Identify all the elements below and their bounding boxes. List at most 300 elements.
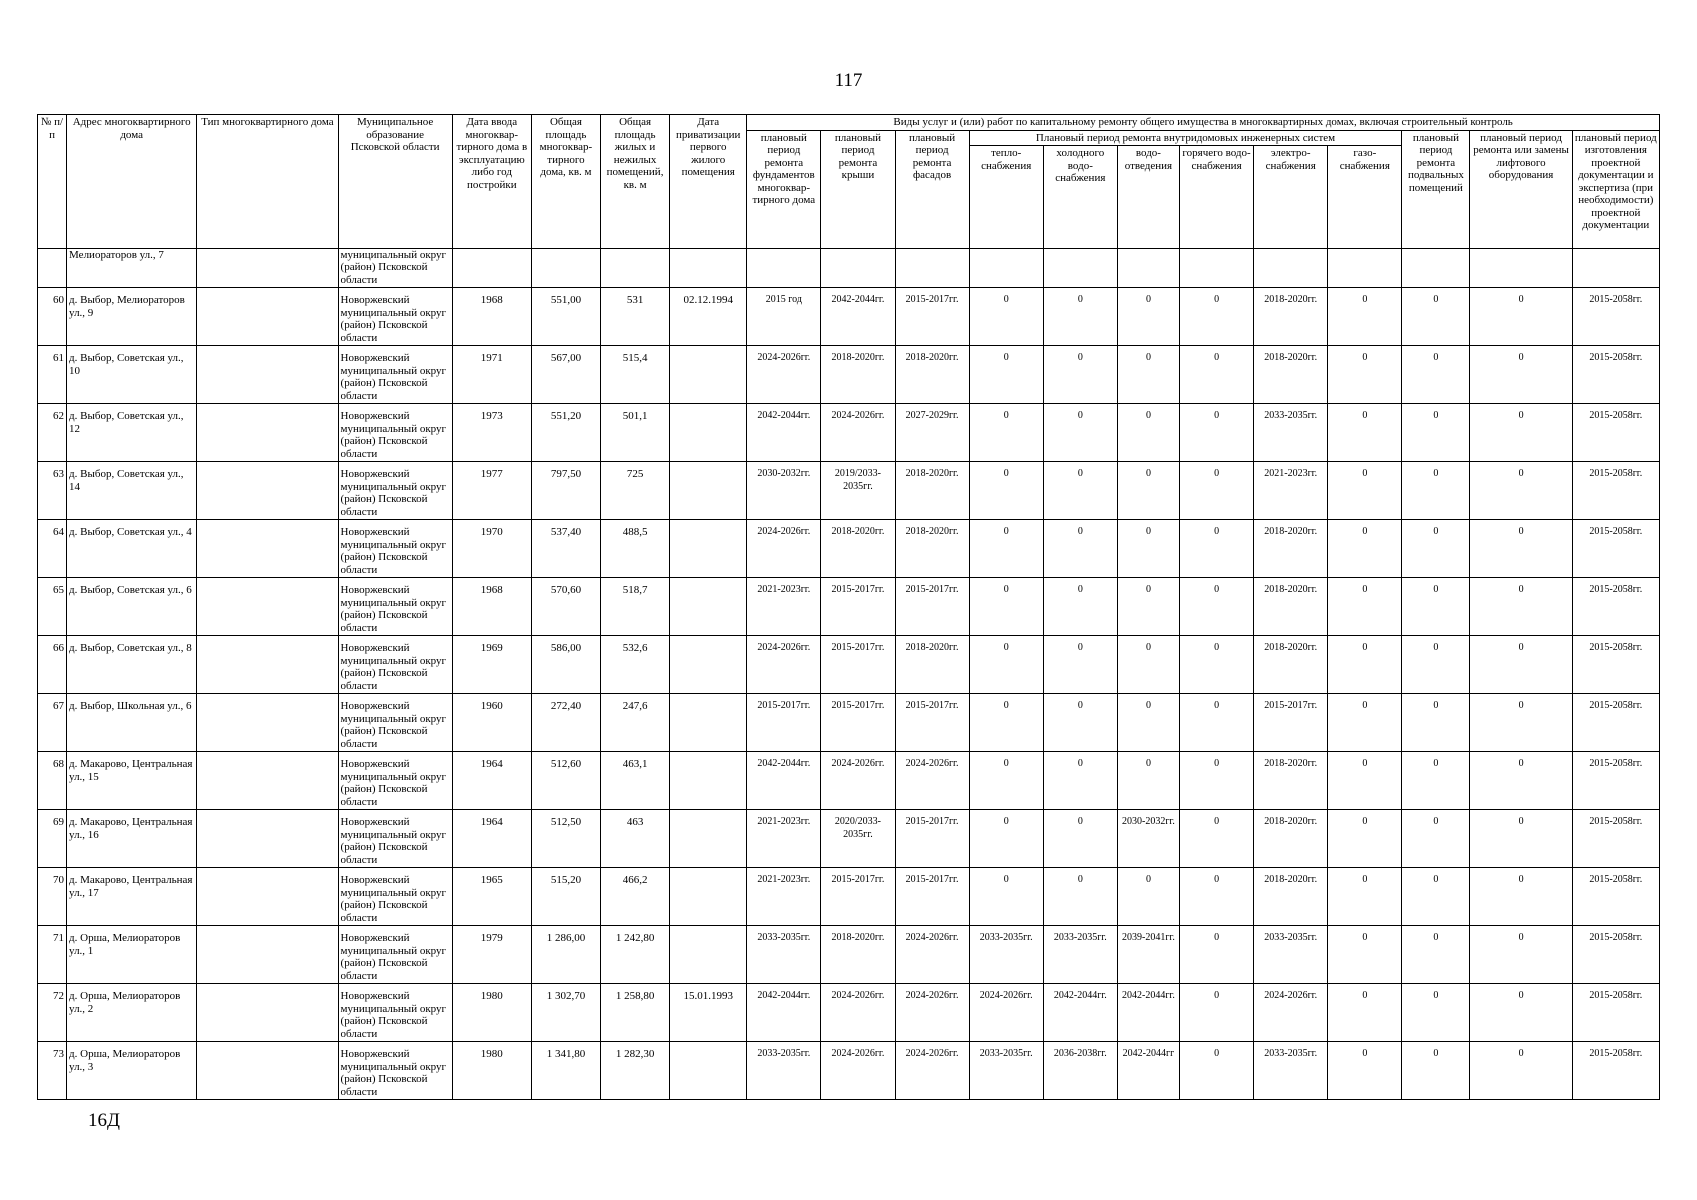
cell-basement: 0: [1402, 288, 1470, 346]
cell-basement: 0: [1402, 404, 1470, 462]
cell-year: 1980: [452, 1042, 531, 1100]
cell-foundation: 2021-2023гг.: [747, 868, 821, 926]
cell-sewerage: 2042-2044гг.: [1117, 984, 1179, 1042]
cell-heating: 0: [969, 404, 1043, 462]
cell-cold-water: 0: [1043, 520, 1117, 578]
cell-hot-water: 0: [1180, 694, 1254, 752]
cell-gas: 0: [1328, 1042, 1402, 1100]
cell-cold-water: 2042-2044гг.: [1043, 984, 1117, 1042]
cell-privatization-date: [670, 810, 747, 868]
cell-electricity: 2018-2020гг.: [1254, 520, 1328, 578]
cell-basement: 0: [1402, 636, 1470, 694]
cell-living-area: 725: [601, 462, 670, 520]
cell-living-area: 532,6: [601, 636, 670, 694]
col-header-hot-water: горячего водо-снабжения: [1180, 146, 1254, 249]
cell-basement: 0: [1402, 868, 1470, 926]
cell-elevator: 0: [1470, 288, 1572, 346]
cell-elevator: 0: [1470, 694, 1572, 752]
cell-address: Мелиораторов ул., 7: [67, 248, 197, 288]
cell-design-docs: 2015-2058гг.: [1572, 578, 1659, 636]
cell-type: [197, 288, 338, 346]
cell-sewerage: 2042-2044гг: [1117, 1042, 1179, 1100]
cell-total-area: 512,60: [531, 752, 600, 810]
table-row: [38, 520, 1660, 578]
cell-electricity: 2015-2017гг.: [1254, 694, 1328, 752]
cell-type: [197, 984, 338, 1042]
cell-basement: 0: [1402, 1042, 1470, 1100]
cell-privatization-date: [670, 346, 747, 404]
cell-privatization-date: [670, 752, 747, 810]
col-header-sewerage: водо-отведения: [1117, 146, 1179, 249]
cell-roof: 2018-2020гг.: [821, 346, 895, 404]
cell-electricity: 2018-2020гг.: [1254, 288, 1328, 346]
cell-hot-water: 0: [1180, 288, 1254, 346]
cell-heating: 0: [969, 636, 1043, 694]
cell-foundation: 2021-2023гг.: [747, 578, 821, 636]
cell-electricity: 2021-2023гг.: [1254, 462, 1328, 520]
cell-gas: 0: [1328, 810, 1402, 868]
cell-address: д. Выбор, Советская ул., 14: [67, 462, 197, 520]
table-row: [38, 926, 1660, 984]
cell-foundation: 2042-2044гг.: [747, 984, 821, 1042]
cell-year: 1970: [452, 520, 531, 578]
cell-foundation: 2042-2044гг.: [747, 752, 821, 810]
col-header-foundation: плановый период ремонта фундаментов многоквар-тирного дома: [747, 130, 821, 248]
cell-year: 1964: [452, 752, 531, 810]
col-header-design-docs: плановый период изготовления проектной документации и экспертиза (при необходимости) проектной документации: [1572, 130, 1659, 248]
cell-privatization-date: [670, 926, 747, 984]
cell-roof: 2042-2044гг.: [821, 288, 895, 346]
cell-total-area: 272,40: [531, 694, 600, 752]
cell-address: д. Макарово, Центральная ул., 16: [67, 810, 197, 868]
footer-code: 16Д: [88, 1110, 120, 1131]
cell-address: д. Выбор, Советская ул., 4: [67, 520, 197, 578]
cell-gas: 0: [1328, 636, 1402, 694]
cell-design-docs: 2015-2058гг.: [1572, 1042, 1659, 1100]
table-row: [38, 1042, 1660, 1100]
cell-foundation: 2033-2035гг.: [747, 1042, 821, 1100]
cell-design-docs: 2015-2058гг.: [1572, 752, 1659, 810]
cell-year: 1971: [452, 346, 531, 404]
cell-roof: 2024-2026гг.: [821, 404, 895, 462]
cell-electricity: 2033-2035гг.: [1254, 404, 1328, 462]
col-header-elevator: плановый период ремонта или замены лифтового оборудования: [1470, 130, 1572, 248]
cell-municipality: Новоржевский муниципальный округ (район) Псковской области: [338, 984, 452, 1042]
works-group-header: Виды услуг и (или) работ по капитальному ремонту общего имущества в многоквартирных домах, включая строительный контроль: [747, 115, 1660, 131]
cell-living-area: 1 258,80: [601, 984, 670, 1042]
cell-municipality: Новоржевский муниципальный округ (район) Псковской области: [338, 752, 452, 810]
cell-basement: 0: [1402, 926, 1470, 984]
cell-heating: 0: [969, 288, 1043, 346]
cell-sewerage: 0: [1117, 636, 1179, 694]
cell-elevator: 0: [1470, 984, 1572, 1042]
col-header-privatization-date: Дата приватизации первого жилого помещения: [670, 115, 747, 249]
engineering-group-header: Плановый период ремонта внутридомовых инженерных систем: [969, 130, 1402, 146]
cell-elevator: 0: [1470, 752, 1572, 810]
cell-electricity: 2024-2026гг.: [1254, 984, 1328, 1042]
cell-year: 1973: [452, 404, 531, 462]
cell-heating: 0: [969, 752, 1043, 810]
col-header-facade: плановый период ремонта фасадов: [895, 130, 969, 248]
cell-privatization-date: [670, 1042, 747, 1100]
cell-gas: 0: [1328, 346, 1402, 404]
table-row: [38, 462, 1660, 520]
cell-year: 1965: [452, 868, 531, 926]
cell-privatization-date: [670, 636, 747, 694]
cell-total-area: 515,20: [531, 868, 600, 926]
cell-no: 61: [38, 346, 67, 404]
cell-elevator: 0: [1470, 404, 1572, 462]
cell-sewerage: 0: [1117, 404, 1179, 462]
cell-foundation: 2024-2026гг.: [747, 636, 821, 694]
cell-design-docs: 2015-2058гг.: [1572, 636, 1659, 694]
cell-hot-water: 0: [1180, 578, 1254, 636]
cell-living-area: 463: [601, 810, 670, 868]
cell-municipality: Новоржевский муниципальный округ (район) Псковской области: [338, 694, 452, 752]
cell-facade: 2015-2017гг.: [895, 694, 969, 752]
cell-elevator: 0: [1470, 346, 1572, 404]
cell-electricity: 2018-2020гг.: [1254, 636, 1328, 694]
cell-municipality: Новоржевский муниципальный округ (район) Псковской области: [338, 462, 452, 520]
cell-elevator: 0: [1470, 520, 1572, 578]
cell-facade: 2024-2026гг.: [895, 1042, 969, 1100]
cell-basement: 0: [1402, 462, 1470, 520]
cell-privatization-date: 02.12.1994: [670, 288, 747, 346]
cell-heating: 0: [969, 868, 1043, 926]
cell-year: 1968: [452, 288, 531, 346]
cell-roof: 2018-2020гг.: [821, 520, 895, 578]
cell-facade: 2018-2020гг.: [895, 462, 969, 520]
cell-total-area: 1 302,70: [531, 984, 600, 1042]
cell-hot-water: 0: [1180, 868, 1254, 926]
cell-roof: 2015-2017гг.: [821, 578, 895, 636]
table-header: [38, 115, 1660, 249]
cell-type: [197, 346, 338, 404]
cell-year: 1977: [452, 462, 531, 520]
cell-total-area: 586,00: [531, 636, 600, 694]
cell-heating: 0: [969, 520, 1043, 578]
cell-electricity: 2033-2035гг.: [1254, 926, 1328, 984]
cell-design-docs: 2015-2058гг.: [1572, 868, 1659, 926]
cell-hot-water: 0: [1180, 752, 1254, 810]
table-body: [38, 248, 1660, 1100]
cell-heating: 0: [969, 810, 1043, 868]
cell-facade: 2018-2020гг.: [895, 346, 969, 404]
cell-design-docs: 2015-2058гг.: [1572, 346, 1659, 404]
cell-elevator: 0: [1470, 462, 1572, 520]
table-row: [38, 578, 1660, 636]
cell-year: 1979: [452, 926, 531, 984]
cell-facade: 2018-2020гг.: [895, 520, 969, 578]
cell-basement: 0: [1402, 810, 1470, 868]
cell-basement: 0: [1402, 578, 1470, 636]
cell-gas: 0: [1328, 868, 1402, 926]
cell-year: 1969: [452, 636, 531, 694]
cell-address: д. Макарово, Центральная ул., 17: [67, 868, 197, 926]
cell-design-docs: 2015-2058гг.: [1572, 984, 1659, 1042]
cell-electricity: 2018-2020гг.: [1254, 578, 1328, 636]
table-row: [38, 868, 1660, 926]
cell-sewerage: 0: [1117, 578, 1179, 636]
cell-sewerage: 0: [1117, 288, 1179, 346]
cell-gas: 0: [1328, 520, 1402, 578]
cell-cold-water: 0: [1043, 404, 1117, 462]
cell-address: д. Орша, Мелиораторов ул., 3: [67, 1042, 197, 1100]
cell-gas: 0: [1328, 462, 1402, 520]
cell-elevator: 0: [1470, 578, 1572, 636]
cell-basement: 0: [1402, 752, 1470, 810]
cell-electricity: 2018-2020гг.: [1254, 346, 1328, 404]
cell-heating: 0: [969, 346, 1043, 404]
col-header-total-area: Общая площадь многоквар-тирного дома, кв. м: [531, 115, 600, 249]
cell-elevator: 0: [1470, 1042, 1572, 1100]
cell-elevator: 0: [1470, 810, 1572, 868]
cell-heating: 2024-2026гг.: [969, 984, 1043, 1042]
cell-foundation: 2024-2026гг.: [747, 346, 821, 404]
cell-year: 1980: [452, 984, 531, 1042]
cell-roof: 2020/2033-2035гг.: [821, 810, 895, 868]
cell-address: д. Выбор, Мелиораторов ул., 9: [67, 288, 197, 346]
table-row: [38, 404, 1660, 462]
cell-living-area: 247,6: [601, 694, 670, 752]
cell-gas: 0: [1328, 926, 1402, 984]
cell-facade: 2024-2026гг.: [895, 984, 969, 1042]
cell-type: [197, 636, 338, 694]
cell-cold-water: 0: [1043, 694, 1117, 752]
cell-sewerage: 0: [1117, 752, 1179, 810]
cell-type: [197, 520, 338, 578]
cell-year: 1968: [452, 578, 531, 636]
table-row: [38, 346, 1660, 404]
cell-cold-water: 0: [1043, 752, 1117, 810]
cell-electricity: 2018-2020гг.: [1254, 868, 1328, 926]
cell-cold-water: 0: [1043, 636, 1117, 694]
cell-type: [197, 868, 338, 926]
cell-gas: 0: [1328, 694, 1402, 752]
cell-living-area: 518,7: [601, 578, 670, 636]
cell-foundation: 2024-2026гг.: [747, 520, 821, 578]
cell-total-area: 512,50: [531, 810, 600, 868]
cell-total-area: 551,20: [531, 404, 600, 462]
cell-sewerage: 0: [1117, 868, 1179, 926]
cell-gas: 0: [1328, 752, 1402, 810]
col-header-basement: плановый период ремонта подвальных помещений: [1402, 130, 1470, 248]
cell-gas: 0: [1328, 404, 1402, 462]
cell-total-area: 1 286,00: [531, 926, 600, 984]
cell-municipality: Новоржевский муниципальный округ (район) Псковской области: [338, 810, 452, 868]
cell-sewerage: 0: [1117, 462, 1179, 520]
cell-no: 66: [38, 636, 67, 694]
cell-gas: 0: [1328, 578, 1402, 636]
cell-municipality: муниципальный округ (район) Псковской области: [338, 248, 452, 288]
cell-privatization-date: [670, 868, 747, 926]
cell-foundation: 2015 год: [747, 288, 821, 346]
cell-facade: 2024-2026гг.: [895, 926, 969, 984]
cell-privatization-date: [670, 520, 747, 578]
cell-year: 1964: [452, 810, 531, 868]
cell-total-area: 567,00: [531, 346, 600, 404]
col-header-living-area: Общая площадь жилых и нежилых помещений, кв. м: [601, 115, 670, 249]
table-row: [38, 288, 1660, 346]
cell-municipality: Новоржевский муниципальный округ (район) Псковской области: [338, 1042, 452, 1100]
cell-foundation: 2033-2035гг.: [747, 926, 821, 984]
cell-sewerage: 0: [1117, 346, 1179, 404]
cell-address: д. Выбор, Советская ул., 6: [67, 578, 197, 636]
cell-foundation: 2015-2017гг.: [747, 694, 821, 752]
cell-type: [197, 404, 338, 462]
cell-year: 1960: [452, 694, 531, 752]
cell-no: 68: [38, 752, 67, 810]
cell-no: 70: [38, 868, 67, 926]
table-row: [38, 984, 1660, 1042]
cell-cold-water: 0: [1043, 346, 1117, 404]
cell-facade: 2015-2017гг.: [895, 868, 969, 926]
cell-roof: 2015-2017гг.: [821, 868, 895, 926]
cell-roof: 2015-2017гг.: [821, 694, 895, 752]
cell-foundation: 2042-2044гг.: [747, 404, 821, 462]
cell-gas: 0: [1328, 984, 1402, 1042]
table-row-continuation: [38, 248, 1660, 288]
cell-design-docs: 2015-2058гг.: [1572, 810, 1659, 868]
cell-total-area: 537,40: [531, 520, 600, 578]
page-number: 117: [834, 70, 863, 91]
cell-cold-water: 0: [1043, 810, 1117, 868]
table-row: [38, 752, 1660, 810]
cell-living-area: 515,4: [601, 346, 670, 404]
cell-hot-water: 0: [1180, 462, 1254, 520]
cell-sewerage: 2039-2041гг.: [1117, 926, 1179, 984]
cell-no: 62: [38, 404, 67, 462]
cell-no: 73: [38, 1042, 67, 1100]
cell-type: [197, 578, 338, 636]
cell-type: [197, 462, 338, 520]
cell-sewerage: 0: [1117, 520, 1179, 578]
cell-design-docs: 2015-2058гг.: [1572, 694, 1659, 752]
cell-no: 64: [38, 520, 67, 578]
cell-foundation: 2021-2023гг.: [747, 810, 821, 868]
cell-elevator: 0: [1470, 868, 1572, 926]
col-header-heating: тепло-снабжения: [969, 146, 1043, 249]
col-header-no: № п/п: [38, 115, 67, 249]
cell-electricity: 2018-2020гг.: [1254, 810, 1328, 868]
col-header-type: Тип многоквартирного дома: [197, 115, 338, 249]
cell-hot-water: 0: [1180, 636, 1254, 694]
cell-roof: 2019/2033-2035гг.: [821, 462, 895, 520]
cell-hot-water: 0: [1180, 810, 1254, 868]
cell-hot-water: 0: [1180, 520, 1254, 578]
cell-type: [197, 1042, 338, 1100]
cell-living-area: 1 282,30: [601, 1042, 670, 1100]
cell-address: д. Выбор, Школьная ул., 6: [67, 694, 197, 752]
cell-cold-water: 2033-2035гг.: [1043, 926, 1117, 984]
cell-privatization-date: [670, 404, 747, 462]
cell-design-docs: 2015-2058гг.: [1572, 404, 1659, 462]
cell-cold-water: 0: [1043, 462, 1117, 520]
cell-address: д. Орша, Мелиораторов ул., 2: [67, 984, 197, 1042]
cell-basement: 0: [1402, 984, 1470, 1042]
cell-address: д. Выбор, Советская ул., 12: [67, 404, 197, 462]
cell-municipality: Новоржевский муниципальный округ (район) Псковской области: [338, 404, 452, 462]
cell-sewerage: 0: [1117, 694, 1179, 752]
cell-design-docs: 2015-2058гг.: [1572, 520, 1659, 578]
cell-electricity: 2018-2020гг.: [1254, 752, 1328, 810]
cell-heating: 0: [969, 578, 1043, 636]
col-header-address: Адрес многоквартирного дома: [67, 115, 197, 249]
cell-heating: 0: [969, 462, 1043, 520]
cell-gas: 0: [1328, 288, 1402, 346]
cell-living-area: 466,2: [601, 868, 670, 926]
cell-type: [197, 926, 338, 984]
cell-municipality: Новоржевский муниципальный округ (район) Псковской области: [338, 288, 452, 346]
cell-address: д. Выбор, Советская ул., 8: [67, 636, 197, 694]
col-header-municipality: Муниципальное образование Псковской области: [338, 115, 452, 249]
cell-basement: 0: [1402, 346, 1470, 404]
cell-facade: 2015-2017гг.: [895, 578, 969, 636]
cell-total-area: 797,50: [531, 462, 600, 520]
cell-address: д. Выбор, Советская ул., 10: [67, 346, 197, 404]
cell-municipality: Новоржевский муниципальный округ (район) Псковской области: [338, 578, 452, 636]
cell-total-area: 570,60: [531, 578, 600, 636]
cell-no: 67: [38, 694, 67, 752]
cell-no: 60: [38, 288, 67, 346]
cell-living-area: 488,5: [601, 520, 670, 578]
cell-facade: 2018-2020гг.: [895, 636, 969, 694]
cell-roof: 2024-2026гг.: [821, 1042, 895, 1100]
cell-no: 69: [38, 810, 67, 868]
cell-facade: 2024-2026гг.: [895, 752, 969, 810]
cell-roof: 2018-2020гг.: [821, 926, 895, 984]
col-header-date-commission: Дата ввода многоквар-тирного дома в эксплуатацию либо год постройки: [452, 115, 531, 249]
cell-cold-water: 2036-2038гг.: [1043, 1042, 1117, 1100]
cell-basement: 0: [1402, 694, 1470, 752]
cell-cold-water: 0: [1043, 868, 1117, 926]
col-header-electricity: электро-снабжения: [1254, 146, 1328, 249]
cell-living-area: 1 242,80: [601, 926, 670, 984]
cell-heating: 0: [969, 694, 1043, 752]
cell-no: 71: [38, 926, 67, 984]
cell-hot-water: 0: [1180, 346, 1254, 404]
cell-sewerage: 2030-2032гг.: [1117, 810, 1179, 868]
cell-basement: 0: [1402, 520, 1470, 578]
cell-hot-water: 0: [1180, 1042, 1254, 1100]
cell-no: 63: [38, 462, 67, 520]
cell-living-area: 531: [601, 288, 670, 346]
col-header-cold-water: холодного водо-снабжения: [1043, 146, 1117, 249]
cell-facade: 2027-2029гг.: [895, 404, 969, 462]
cell-electricity: 2033-2035гг.: [1254, 1042, 1328, 1100]
cell-no: 72: [38, 984, 67, 1042]
cell-elevator: 0: [1470, 636, 1572, 694]
col-header-gas: газо-снабжения: [1328, 146, 1402, 249]
cell-address: д. Орша, Мелиораторов ул., 1: [67, 926, 197, 984]
cell-hot-water: 0: [1180, 984, 1254, 1042]
cell-total-area: 551,00: [531, 288, 600, 346]
table-row: [38, 694, 1660, 752]
cell-elevator: 0: [1470, 926, 1572, 984]
cell-address: д. Макарово, Центральная ул., 15: [67, 752, 197, 810]
cell-type: [197, 810, 338, 868]
cell-municipality: Новоржевский муниципальный округ (район) Псковской области: [338, 346, 452, 404]
cell-hot-water: 0: [1180, 926, 1254, 984]
cell-living-area: 501,1: [601, 404, 670, 462]
cell-design-docs: 2015-2058гг.: [1572, 926, 1659, 984]
capital-repair-table: [37, 114, 1660, 1100]
cell-municipality: Новоржевский муниципальный округ (район) Псковской области: [338, 926, 452, 984]
cell-heating: 2033-2035гг.: [969, 1042, 1043, 1100]
table-row: [38, 810, 1660, 868]
cell-type: [197, 694, 338, 752]
cell-no: 65: [38, 578, 67, 636]
